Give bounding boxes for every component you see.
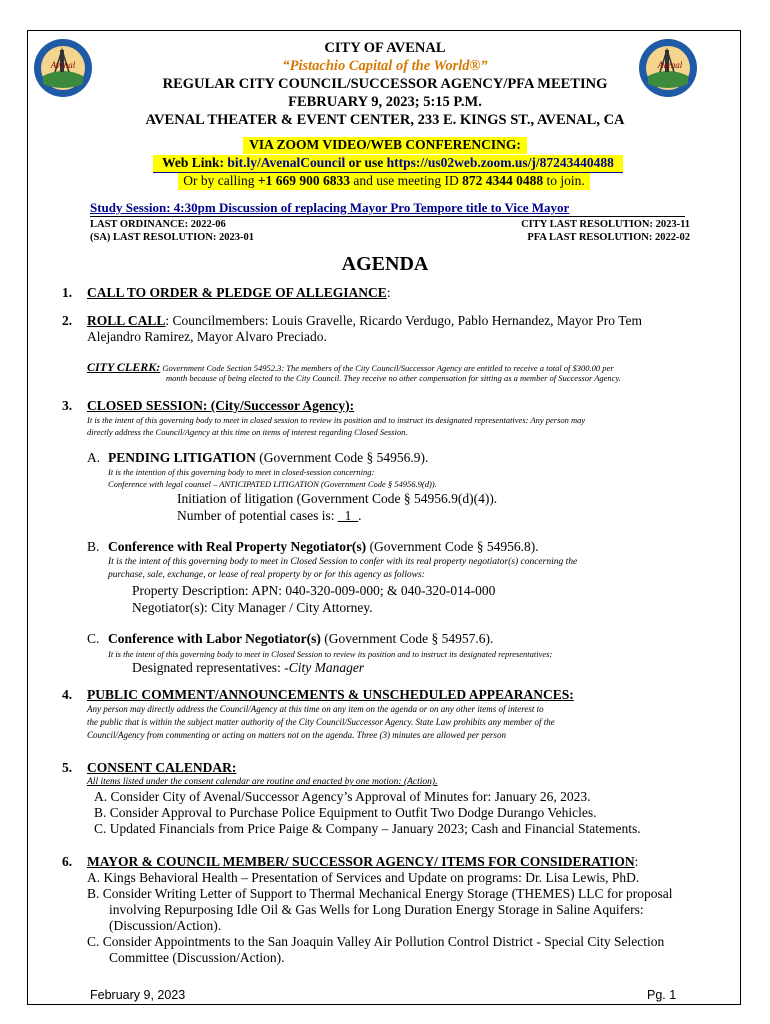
cases-value: _1_ — [337, 508, 359, 523]
sa-last-resolution: (SA) LAST RESOLUTION: 2023-01 — [90, 232, 255, 243]
consent-item-b — [94, 805, 641, 821]
item-3a-note-1: It is the intention of this governing body to meet in closed-session concerning: — [108, 467, 375, 477]
phone-pre: Or by calling — [183, 173, 258, 188]
item-6-colon: : — [634, 854, 639, 869]
item-1 — [87, 285, 391, 301]
phone-mid: and use meeting ID — [349, 173, 463, 188]
item-3c-note-1: It is the intent of this governing body to meet in Closed Session to review its position and to instruct its designated representatives: — [108, 649, 553, 659]
consider-a-text: Kings Behavioral Health – Presentation of Services and Update on programs: Dr. Lisa Lewis, PhD. — [103, 870, 640, 885]
item-2-text-2: Alejandro Ramirez, Mayor Alvaro Preciado. — [87, 329, 327, 344]
svg-text:Avenal: Avenal — [50, 60, 76, 70]
item-3a-line-2 — [177, 508, 361, 524]
cases-period: . — [358, 508, 362, 523]
item-1-colon: : — [386, 285, 391, 300]
item-3b — [108, 539, 539, 555]
meeting-date: FEBRUARY 9, 2023; 5:15 P.M. — [288, 94, 482, 110]
item-4-text — [87, 703, 555, 742]
item-4-text-1: Any person may directly address the Council/Agency at this time on any item on the agenda or on any other items of interest to — [87, 704, 544, 714]
study-session-text: Study Session: 4:30pm Discussion of replacing Mayor Pro Tempore title to Vice Mayor — [90, 200, 570, 215]
item-3a-code: (Government Code § 54956.9). — [255, 450, 429, 465]
item-3c — [108, 631, 493, 647]
item-3b-line-1: Property Description: APN: 040-320-009-000; & 040-320-014-000 — [132, 583, 496, 598]
item-6-title: MAYOR & COUNCIL MEMBER/ SUCCESSOR AGENCY/ ITEMS FOR CONSIDERATION — [87, 854, 635, 869]
item-3c-title: Conference with Labor Negotiator(s) — [108, 631, 321, 646]
consent-b-text: Consider Approval to Purchase Police Equipment to Outfit Two Dodge Durango Vehicles. — [109, 805, 597, 820]
item-3b-note-2: purchase, sale, exchange, or lease of real property by or for this agency as follows: — [108, 570, 425, 580]
item-3-number: 3. — [62, 398, 73, 413]
meeting-location: AVENAL THEATER & EVENT CENTER, 233 E. KINGS ST., AVENAL, CA — [145, 112, 625, 128]
city-clerk-label: CITY CLERK: — [87, 360, 161, 374]
page-number: Pg. 1 — [647, 988, 677, 1002]
agenda-heading: AGENDA — [341, 253, 429, 275]
consider-b-letter: B. — [87, 886, 100, 901]
meeting-title: REGULAR CITY COUNCIL/SUCCESSOR AGENCY/PFA MEETING — [162, 76, 608, 92]
consider-b-text-3: (Discussion/Action). — [109, 918, 222, 933]
item-6-number: 6. — [62, 854, 73, 869]
item-5-intro: All items listed under the consent calendar are routine and enacted by one motion: (Action). — [87, 777, 438, 787]
consent-a-letter: A. — [94, 789, 108, 804]
item-3-title: CLOSED SESSION: (City/Successor Agency): — [87, 398, 355, 413]
footer-date: February 9, 2023 — [90, 988, 186, 1002]
item-3c-letter: C. — [87, 631, 100, 646]
consent-a-text: Consider City of Avenal/Successor Agency’s Approval of Minutes for: January 26, 2023. — [110, 789, 591, 804]
phone-number: +1 669 900 6833 — [257, 173, 350, 188]
representatives-label: Designated representatives: — [132, 660, 285, 675]
consent-item-c — [94, 821, 641, 837]
item-3c-line-1 — [132, 660, 364, 676]
item-3-intro-2: directly address the Council/Agency at this time on items of interest regarding Closed Session. — [87, 427, 408, 437]
item-3b-letter: B. — [87, 539, 100, 554]
consider-c-text-2: Committee (Discussion/Action). — [109, 950, 285, 965]
item-1-number: 1. — [62, 285, 73, 300]
item-5-title: CONSENT CALENDAR: — [87, 760, 237, 775]
item-2 — [87, 313, 642, 345]
representatives-value: -City Manager — [284, 660, 365, 675]
consider-item-c — [87, 934, 672, 950]
item-2-text-1: : Councilmembers: Louis Gravelle, Ricardo Verdugo, Pablo Hernandez, Mayor Pro Tem — [165, 313, 642, 328]
consider-c-text-1: Consider Appointments to the San Joaquin Valley Air Pollution Control District - Special City Selection — [102, 934, 665, 949]
zoom-meeting-link[interactable]: https://us02web.zoom.us/j/87243440488 — [386, 155, 614, 170]
city-clerk-text-2: month because of being elected to the City Council. They receive no other compensation for sitting as a member of Successor Agency. — [166, 373, 621, 383]
meeting-id: 872 4344 0488 — [462, 173, 544, 188]
item-3b-line-2: Negotiator(s): City Manager / City Attorney. — [132, 600, 373, 615]
cases-label: Number of potential cases is: — [177, 508, 338, 523]
item-3b-note-1: It is the intent of this governing body to meet in Closed Session to confer with its real property negotiator(s) concerning the — [108, 557, 578, 567]
consent-b-letter: B. — [94, 805, 107, 820]
study-session — [90, 200, 685, 217]
item-2-title: ROLL CALL — [87, 313, 166, 328]
item-5-number: 5. — [62, 760, 73, 775]
consider-b-text-2: involving Repurposing Idle Oil & Gas Wells for Long Duration Energy Storage in Saline Aquifers: — [109, 902, 644, 917]
city-last-resolution: CITY LAST RESOLUTION: 2023-11 — [521, 219, 690, 230]
item-3a-line-1: Initiation of litigation (Government Code § 54956.9(d)(4)). — [177, 491, 498, 506]
consent-c-text: Updated Financials from Price Paige & Company – January 2023; Cash and Financial Statements. — [109, 821, 641, 836]
item-3c-code: (Government Code § 54957.6). — [320, 631, 494, 646]
consider-a-letter: A. — [87, 870, 101, 885]
zoom-web-link — [153, 155, 623, 173]
last-ordinance: LAST ORDINANCE: 2022-06 — [90, 219, 226, 230]
item-6 — [87, 854, 638, 870]
zoom-title: VIA ZOOM VIDEO/WEB CONFERENCING: — [243, 137, 527, 154]
item-3a-title: PENDING LITIGATION — [108, 450, 256, 465]
city-tagline: “Pistachio Capital of the World®” — [282, 58, 488, 74]
consent-list — [94, 789, 641, 837]
consent-c-letter: C. — [94, 821, 107, 836]
svg-text:Avenal: Avenal — [657, 60, 683, 70]
web-link-label: Web Link: — [162, 155, 228, 170]
city-clerk-text-1: Government Code Section 54952.3: The members of the City Council/Successor Agency are entitled to receive a total of $300.00 per — [160, 363, 614, 373]
item-4-title: PUBLIC COMMENT/ANNOUNCEMENTS & UNSCHEDULED APPEARANCES: — [87, 687, 574, 702]
item-3a — [108, 450, 428, 466]
item-3b-title: Conference with Real Property Negotiator(s) — [108, 539, 367, 554]
consider-b-text-1: Consider Writing Letter of Support to Thermal Mechanical Energy Storage (THEMES) LLC for proposal — [102, 886, 673, 901]
item-3a-letter: A. — [87, 450, 101, 465]
consent-item-a — [94, 789, 641, 805]
pfa-last-resolution: PFA LAST RESOLUTION: 2022-02 — [527, 232, 690, 243]
zoom-phone — [178, 173, 590, 190]
city-name: CITY OF AVENAL — [324, 40, 446, 56]
web-link-mid: or use — [345, 155, 387, 170]
item-3a-note-2: Conference with legal counsel – ANTICIPATED LITIGATION (Government Code § 54956.9(d)). — [108, 479, 437, 489]
consider-c-letter: C. — [87, 934, 100, 949]
item-4-text-3: Council/Agency from commenting or acting on matters not on the agenda. Three (3) minutes are allowed per person — [87, 730, 506, 740]
consideration-list — [87, 870, 672, 966]
item-4-number: 4. — [62, 687, 73, 702]
bitly-link[interactable]: bit.ly/AvenalCouncil — [227, 155, 346, 170]
item-1-title: CALL TO ORDER & PLEDGE OF ALLEGIANCE — [87, 285, 387, 300]
item-2-number: 2. — [62, 313, 73, 328]
item-4-text-2: the public that is within the subject matter authority of the City Council/Successor Agency. State Law prohibits any member of the — [87, 717, 555, 727]
consider-item-a — [87, 870, 672, 886]
phone-post: to join. — [543, 173, 585, 188]
consider-item-b — [87, 886, 672, 902]
item-3-intro-1: It is the intent of this governing body to meet in closed session to review its position and to instruct its designated representatives: Any person may — [87, 415, 586, 425]
item-3b-code: (Government Code § 54956.8). — [366, 539, 539, 554]
